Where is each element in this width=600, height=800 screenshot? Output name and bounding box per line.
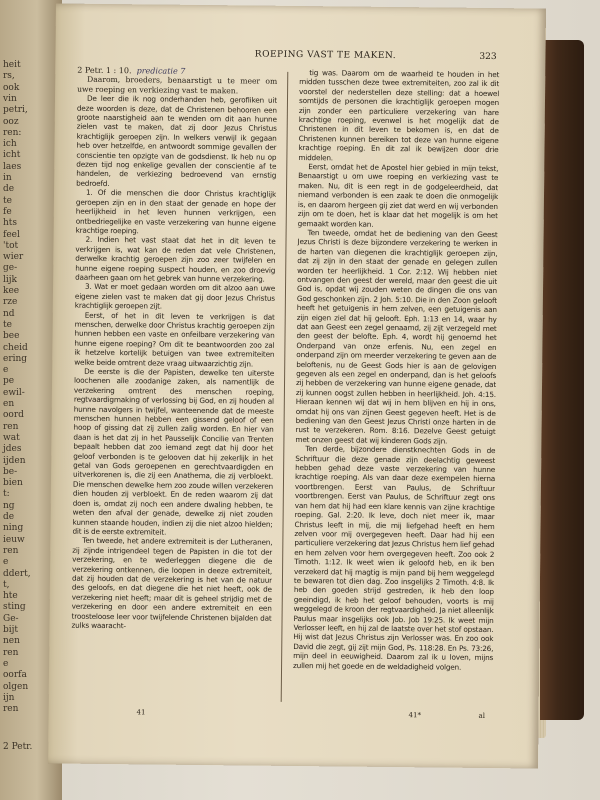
left-page-fragment: nd (3, 308, 15, 319)
left-page-fragment: bien (3, 478, 23, 489)
paragraph: 3. Wat er moet gedaan worden om dit alzoo aan uwe eigene zielen vast te maken dat gij door Jezus Christus krachtiglijk geroepen zijt. (74, 282, 276, 311)
left-page-fragment: hte (3, 591, 18, 602)
signature-mark-left: 41 (136, 708, 146, 717)
left-page-fragment: ooz (3, 116, 19, 127)
paragraph: Ten tweede, het andere extremiteit is der Lutheranen, zij zijnde intrigendeel tegen de Papisten in die tot der verzekering, en te wederleggen diegene die de verzekering ontkennen, die loopen in deeze extremiteit, dat zij houden dat de verzekering is het van de natuur des geloofs, en dat diegene die het niet heeft, ook de verzekering niet heeft; maar dit is geheel strijdig met de verzekering en door een andere extremiteit en een troosteloose leer voor twijfelende Christenen bijalden dat zulks waaracht- (71, 536, 273, 631)
paragraph: De eerste is die der Papisten, dewelke ten uiterste loochenen alle zoodanige zaken, als namentlijk de verzekering omtrent des menschen roeping, regtvaardigmaking of verlossing bij God, en zij houden al hunne navolgers in twijfel, wanteenende dat de meeste menschen hunnen hebben een gissend geloof of een hoop of gissing dat zij zullen zalig worden. En hier van daan is het dat zij in het Pausselijk Concilie van Trenten bepaalt hebben dat zoo iemand zegt dat hij door het geloof verbonden is te gelooven dat hij zekerlijk in het getal van Gods geroepenen en gerechtvaardigden en uitverkorenen is, die zij een Anathema, die zij verbloekt. Die menschen dewelke hem zoo zoude willen verzekeren dien houden zij verbloekt. En de reden waarom zij dat doen is, omdat zij noch een andere dwaling hebben, te weten den afval der genade, dewelke zij niet zouden kunnen staande houden, indien zij die niet alzoo hielden; dit is de eerste extremiteit. (72, 366, 275, 537)
left-page-fragment: en (3, 399, 15, 409)
left-page-fragment: e (3, 557, 9, 568)
left-page-fragment: ren (3, 421, 19, 432)
left-page-fragment: cheid (3, 342, 28, 353)
left-page-fragment: fe (3, 206, 12, 217)
paragraph: De leer die ik nog onderhanden heb, gerofliken uit deze woorden is deze, dat de Christenen behooren een groote naarstigheid aan te wenden om dit aan hunne zielen vast te maken, dat zij door Jezus Christus krachtiglijk geroepen zijn. In welkers verwijl ik gegaan heb over hetzelfde, en antwoordt sommige gevallen der conscientie ten opzigte van de godsdienst. Ik heb nu op dezen tijd nog enkelige gevallen der conscientie af te handelen, de verkiezing bedroevend van ernstig bedroefd. (76, 94, 278, 188)
left-page-fragment: hts (3, 218, 18, 229)
left-page-fragment: 'tot (3, 240, 19, 251)
left-page-fragment: ewil- (3, 387, 25, 398)
left-page-fragment: ijden (3, 455, 26, 466)
left-page-fragment: bee (3, 331, 20, 342)
book-page (48, 3, 546, 768)
left-page-fragment: heit (3, 60, 21, 70)
paragraph: 2. Indien het vast staat dat het in dit leven te verkrijgen is, wat kan de reden dat vele Christenen, derwelke krachtig geroepen zijn zoo zeer twijfelen en hunne eigene roeping suspect houden, en zoo droevig daarheen gaan om het gebrek van hunne verzekering. (75, 235, 276, 284)
paragraph: 1. Of die menschen die door Christus krachtiglijk geroepen zijn en in den staat der genade en hope der heerlijkheid in het leven hunnen verkrijgen, een ontbedriegelijke en vaste verzekering van hunne eigene krachtige roeping. (75, 188, 277, 236)
left-page-fragment: pe (3, 376, 15, 387)
paragraph: Eerst, omdat het de Apostel hier gebied in mijn tekst, Benaarstigt u om uwe roeping en verkiezing vast te maken. Nu, dit is een regt in de godgeleerdheid, dat niemand verbonden is een zaak te doen die onmogelijk is, en daarom hergeen gij ziet dat werd en wij verbonden zijn om te doen, het is klaar dat het mogelijk is om het gemaakt worden kan. (297, 162, 499, 229)
left-page-fragment: vin (3, 93, 17, 104)
left-page-fragment: te (3, 195, 12, 206)
left-page-fragment: oord (3, 410, 24, 421)
left-page-fragment: sting (3, 602, 26, 613)
left-page-fragment: e (3, 658, 9, 669)
left-page-fragment: kee (3, 286, 20, 296)
left-page-fragment: rze (3, 297, 18, 308)
left-page-fragment: in (3, 173, 12, 183)
left-page-fragment: 2 Petr. (3, 742, 33, 752)
left-page-fragment: te (3, 319, 12, 330)
left-page-fragment: lijk (3, 274, 18, 285)
left-page-fragment: ijn (3, 692, 15, 703)
left-column (71, 66, 278, 704)
left-page-fragment: rs, (3, 71, 15, 82)
left-page-fragment: ddert, (3, 568, 31, 579)
book-binding (540, 40, 584, 720)
signature-mark-right: 41* (408, 711, 422, 720)
left-page-fragment: ren: (3, 127, 22, 138)
left-page-fragment: t: (3, 489, 10, 500)
left-page-fragment: Ge- (3, 613, 19, 624)
left-page-fragment: jdes (3, 444, 22, 455)
paragraph: Eerst, of het in dit leven te verkrijgen is dat menschen, derwelke door Christus krachtig geroepen zijn hunnen hebben een vaste en onfeilbare verzekering van hunne eigene roeping? Om dit te beantwoorden zoo zal ik hetzelve kortelijk betuigen van twee extremiteiten welke beide omtrent deze vraag uitwaarzichtig zijn. (74, 310, 275, 369)
left-page-fragment: de (3, 512, 15, 522)
left-page-fragment: petri, (3, 105, 28, 116)
left-page-fragment: bijt (3, 625, 19, 635)
scripture-reference: 2 Petr. 1 : 10. (77, 65, 132, 76)
left-page-fragment: ich (3, 139, 17, 150)
left-page-fragment: ering (3, 353, 28, 364)
left-page-fragment: olgen (3, 681, 29, 692)
right-column (293, 68, 500, 706)
left-page-fragment: be- (3, 466, 18, 477)
left-page-fragment: e (3, 365, 9, 376)
right-paragraphs (293, 68, 499, 672)
left-page-fragment: wier (3, 252, 24, 263)
left-page-fragment: ge- (3, 263, 18, 274)
intro-text: Daarom, broeders, benaarstigt u te meer om uwe roeping en verkiezing vast te maken. (77, 75, 278, 96)
left-page-fragment: ng (3, 500, 15, 511)
page-number: 323 (479, 51, 497, 63)
handwritten-note: predicatie 7 (136, 66, 186, 76)
left-page-fragment: ren (3, 704, 19, 715)
left-page-fragment: oorfa (3, 670, 27, 681)
left-page-fragment: t, (3, 579, 10, 590)
left-page-fragment: icht (3, 150, 21, 161)
left-page-fragment: de (3, 184, 15, 195)
left-paragraphs (71, 94, 277, 632)
paragraph: Ten tweede, omdat het de bediening van den Geest Jezus Christi is deze bijzondere verzekering te werken in de harten van diegenen die krachtiglijk geroepen zijn, dat zij zijn in den staat der genade en gelegen zullen worden ter heerlijkheid. 1 Cor. 2:12. Wij hebben niet ontvangen den geest der wereld, maar den geest die uit God is, opdat wij zouden weten de dingen die ons van God geschonken zijn. 2 Joh. 5:10. Die in den Zoon gelooft heeft het getuigenis in hem zelven, een getuigenis aan zijn eigen ziel dat hij gelooft. Eph. 1:13 en 14, waar hy dat aan Geest een zegel genaamd, zij zijt verzegeld met den geest der belofte. Eph. 4, wordt hij genoemd het Onderpand van onze erfenis. Nu, een zegel en onderpand zijn om meerder verzekering te geven aan de beloftenis, nu de Geest Gods hier is aan de gelovigen gegeven als een zegel en onderpand, dan is het geloofs zij hebben de verzekering van hunne eigene genade, dat zij kunnen oogst zullen hebben in heerlijkheid. Joh. 4:15. Hieraan kennen wij dat wij in hem blijven en hij in ons, omdat hij ons van zijnen Geest gegeven heeft. Het is de bediening van den Geest Jezus Christi onze harten in de rust te verzekeren. Rom. 8:16. Dezelve Geest getuigt met onzen geest dat wij kinderen Gods zijn. (295, 228, 498, 446)
left-page-fragment: ieuw (3, 534, 25, 545)
signature-mark-right-2: al (478, 711, 486, 720)
paragraph: tig was. Daarom om de waarheid te houden in het midden tusschen deze twee extremiteiten, zoo zal ik dit voorstel der nederstellen deze stelling: dat a hoewel somtijds de personen die krachtiglijk geroepen mogen zijn zonder een particuliere verzekering van hare krachtige roeping, evenwel is het mogelijk dat de Christenen in dit leven te bekomen is, en dat de Christenen kunnen bereiken tot deze van hunne eigene krachtige roeping. En dit zal ik bewijzen door drie middelen. (298, 68, 500, 163)
left-page-fragment: ning (3, 523, 24, 534)
left-page-fragment: ren (3, 545, 19, 556)
left-page-fragment: nen (3, 636, 20, 647)
left-page-fragment: feel (3, 229, 20, 240)
left-page-fragment: wat (3, 432, 20, 443)
left-page-fragment: ook (3, 82, 20, 93)
running-head: ROEPING VAST TE MAKEN. (254, 49, 397, 62)
left-page-fragment: laes (3, 161, 22, 172)
left-page-fragment: ren (3, 647, 19, 658)
column-divider (281, 72, 289, 702)
paragraph: Ten derde, bijzondere dienstknechten Gods in de Schriftuur die deze genade zijn deelachtig geweest hebben gehad deze vaste verzekering van hunne krachtige roeping. Als van daar deze exempelen hierna voortbrengen. Eerst van Paulus, de Schriftuur voortbrengen. Eerst van Paulus, de Schriftuur zegt ons van hem dat hij had een klare kennis van zijne krachtige roeping. Gal. 2:20. Ik leve, doch niet meer ik, maar Christus leeft in mij, die mij liefgehad heeft en hem zelven voor mij overgegeven heeft. Daar had hij een particuliere verzekering dat Jezus Christus hem lief gehad en hem zelven voor hem overgegeven heeft. Zoo ook 2 Timoth. 1:12. Ik weet wien ik geloofd heb, en ik ben verzekerd dat hij magtig is mijn pand bij hem weggelegd te bewaren tot dien dag. Zoo insgelijks 2 Timoth. 4:8. Ik heb den goeden strijd gestreden, ik heb den loop geeindigd, ik heb het geloof behouden, voorts is mij weggelegd de kroon der regtvaardigheid. Ja niet alleenlijk Paulus maar insgelijks ook Job. Job 19:25. Ik weet mijn Verlosser leeft, en hij zal de laatste over het stof opstaan. Hij wist dat Jezus Christus zijn Verlosser was. En zoo ook David die zegt, gij zijt mijn God, Ps. 118:28. En Ps. 73:26, mijn deel in eeuwigheid. Daarom zal ik u loven, mijns zullen mij het goede en de weldadigheid volgen. (293, 444, 496, 672)
